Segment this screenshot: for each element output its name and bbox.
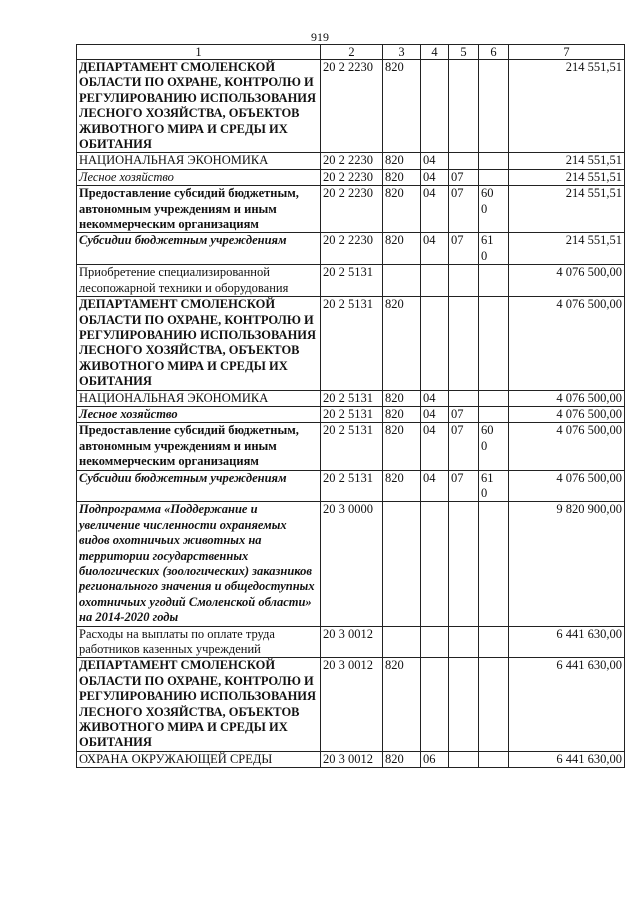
row-subsection: 07 (449, 406, 479, 422)
row-expense-type (479, 297, 509, 390)
row-expense-type (479, 626, 509, 658)
row-ministry-code: 820 (383, 233, 421, 265)
row-expense-type: 61 0 (479, 470, 509, 502)
row-ministry-code: 820 (383, 406, 421, 422)
row-ministry-code: 820 (383, 153, 421, 169)
table-row (77, 60, 625, 153)
header-col-7: 7 (509, 45, 625, 60)
row-name: Субсидии бюджетным учреждениям (77, 233, 321, 265)
row-target-code: 20 2 5131 (321, 423, 383, 470)
row-target-code: 20 3 0000 (321, 502, 383, 626)
row-section (421, 502, 449, 626)
row-subsection (449, 658, 479, 751)
row-name: Лесное хозяйство (77, 406, 321, 422)
row-ministry-code: 820 (383, 390, 421, 406)
row-section: 04 (421, 169, 449, 185)
page-number: 919 (311, 30, 329, 44)
table-row (77, 186, 625, 233)
table-row (77, 423, 625, 470)
header-col-4: 4 (421, 45, 449, 60)
table-row (77, 751, 625, 767)
header-col-2: 2 (321, 45, 383, 60)
header-col-1: 1 (77, 45, 321, 60)
table-row (77, 502, 625, 626)
row-subsection (449, 390, 479, 406)
row-section (421, 297, 449, 390)
table-row (77, 265, 625, 297)
table-row (77, 390, 625, 406)
row-subsection (449, 626, 479, 658)
row-ministry-code: 820 (383, 470, 421, 502)
row-name: Субсидии бюджетным учреждениям (77, 470, 321, 502)
row-name: Подпрограмма «Поддержание и увеличение численности охраняемых видов охотничьих животных на территории государственных биологических (зоологических) заказников регионального значения и общедоступных охотничьих угодий Смоленской области» на 2014-2020 годы (77, 502, 321, 626)
row-ministry-code: 820 (383, 658, 421, 751)
header-col-6: 6 (479, 45, 509, 60)
row-amount: 6 441 630,00 (509, 658, 625, 751)
row-section: 04 (421, 406, 449, 422)
row-name: Приобретение специализированной лесопожарной техники и оборудования (77, 265, 321, 297)
row-ministry-code: 820 (383, 423, 421, 470)
row-amount: 6 441 630,00 (509, 626, 625, 658)
row-target-code: 20 3 0012 (321, 658, 383, 751)
row-target-code: 20 2 2230 (321, 233, 383, 265)
table-header (77, 45, 625, 60)
row-subsection: 07 (449, 233, 479, 265)
row-subsection (449, 297, 479, 390)
row-section: 04 (421, 423, 449, 470)
row-amount: 9 820 900,00 (509, 502, 625, 626)
header-col-5: 5 (449, 45, 479, 60)
row-name: Лесное хозяйство (77, 169, 321, 185)
row-ministry-code (383, 626, 421, 658)
row-ministry-code: 820 (383, 60, 421, 153)
row-name: Предоставление субсидий бюджетным, автономным учреждениям и иным некоммерческим организациям (77, 186, 321, 233)
row-name: ДЕПАРТАМЕНТ СМОЛЕНСКОЙ ОБЛАСТИ ПО ОХРАНЕ, КОНТРОЛЮ И РЕГУЛИРОВАНИЮ ИСПОЛЬЗОВАНИЯ ЛЕСНОГО ХОЗЯЙСТВА, ОБЪЕКТОВ ЖИВОТНОГО МИРА И СРЕДЫ ИХ ОБИТАНИЯ (77, 297, 321, 390)
row-target-code: 20 2 2230 (321, 186, 383, 233)
row-section (421, 60, 449, 153)
row-target-code: 20 2 5131 (321, 470, 383, 502)
row-target-code: 20 2 2230 (321, 153, 383, 169)
row-section (421, 265, 449, 297)
row-amount: 4 076 500,00 (509, 390, 625, 406)
row-expense-type (479, 502, 509, 626)
table-row (77, 406, 625, 422)
row-section: 04 (421, 390, 449, 406)
row-amount: 214 551,51 (509, 233, 625, 265)
row-subsection: 07 (449, 186, 479, 233)
row-ministry-code (383, 502, 421, 626)
table-row (77, 658, 625, 751)
row-name: Расходы на выплаты по оплате труда работников казенных учреждений (77, 626, 321, 658)
row-subsection (449, 60, 479, 153)
row-ministry-code: 820 (383, 297, 421, 390)
row-target-code: 20 3 0012 (321, 626, 383, 658)
row-expense-type (479, 265, 509, 297)
table-row (77, 470, 625, 502)
row-subsection: 07 (449, 169, 479, 185)
row-ministry-code: 820 (383, 169, 421, 185)
row-amount: 4 076 500,00 (509, 470, 625, 502)
row-expense-type: 61 0 (479, 233, 509, 265)
row-name: ДЕПАРТАМЕНТ СМОЛЕНСКОЙ ОБЛАСТИ ПО ОХРАНЕ, КОНТРОЛЮ И РЕГУЛИРОВАНИЮ ИСПОЛЬЗОВАНИЯ ЛЕСНОГО ХОЗЯЙСТВА, ОБЪЕКТОВ ЖИВОТНОГО МИРА И СРЕДЫ ИХ ОБИТАНИЯ (77, 60, 321, 153)
row-expense-type (479, 169, 509, 185)
row-section: 04 (421, 233, 449, 265)
row-expense-type: 60 0 (479, 423, 509, 470)
row-amount: 6 441 630,00 (509, 751, 625, 767)
row-name: Предоставление субсидий бюджетным, автономным учреждениям и иным некоммерческим организациям (77, 423, 321, 470)
row-amount: 214 551,51 (509, 60, 625, 153)
row-subsection: 07 (449, 470, 479, 502)
table-row (77, 626, 625, 658)
row-target-code: 20 2 5131 (321, 297, 383, 390)
row-target-code: 20 2 2230 (321, 60, 383, 153)
row-target-code: 20 2 5131 (321, 406, 383, 422)
row-target-code: 20 2 2230 (321, 169, 383, 185)
table-row (77, 297, 625, 390)
row-section (421, 626, 449, 658)
row-ministry-code (383, 265, 421, 297)
row-target-code: 20 2 5131 (321, 390, 383, 406)
row-section: 04 (421, 186, 449, 233)
table-row (77, 169, 625, 185)
row-amount: 4 076 500,00 (509, 297, 625, 390)
row-expense-type (479, 390, 509, 406)
row-section: 04 (421, 153, 449, 169)
row-expense-type (479, 406, 509, 422)
table-row (77, 233, 625, 265)
table-body (77, 60, 625, 768)
row-section (421, 658, 449, 751)
row-ministry-code: 820 (383, 751, 421, 767)
row-ministry-code: 820 (383, 186, 421, 233)
row-amount: 214 551,51 (509, 169, 625, 185)
row-name: ОХРАНА ОКРУЖАЮЩЕЙ СРЕДЫ (77, 751, 321, 767)
row-expense-type: 60 0 (479, 186, 509, 233)
table-row (77, 153, 625, 169)
row-target-code: 20 3 0012 (321, 751, 383, 767)
row-name: ДЕПАРТАМЕНТ СМОЛЕНСКОЙ ОБЛАСТИ ПО ОХРАНЕ, КОНТРОЛЮ И РЕГУЛИРОВАНИЮ ИСПОЛЬЗОВАНИЯ ЛЕСНОГО ХОЗЯЙСТВА, ОБЪЕКТОВ ЖИВОТНОГО МИРА И СРЕДЫ ИХ ОБИТАНИЯ (77, 658, 321, 751)
row-amount: 4 076 500,00 (509, 406, 625, 422)
row-subsection (449, 153, 479, 169)
row-expense-type (479, 658, 509, 751)
row-expense-type (479, 751, 509, 767)
budget-table (76, 44, 625, 768)
row-subsection: 07 (449, 423, 479, 470)
row-name: НАЦИОНАЛЬНАЯ ЭКОНОМИКА (77, 390, 321, 406)
row-subsection (449, 265, 479, 297)
row-amount: 214 551,51 (509, 186, 625, 233)
row-subsection (449, 751, 479, 767)
row-section: 06 (421, 751, 449, 767)
row-amount: 4 076 500,00 (509, 423, 625, 470)
row-name: НАЦИОНАЛЬНАЯ ЭКОНОМИКА (77, 153, 321, 169)
row-expense-type (479, 60, 509, 153)
row-expense-type (479, 153, 509, 169)
header-row (77, 45, 625, 60)
row-subsection (449, 502, 479, 626)
row-target-code: 20 2 5131 (321, 265, 383, 297)
row-amount: 214 551,51 (509, 153, 625, 169)
row-section: 04 (421, 470, 449, 502)
header-col-3: 3 (383, 45, 421, 60)
row-amount: 4 076 500,00 (509, 265, 625, 297)
